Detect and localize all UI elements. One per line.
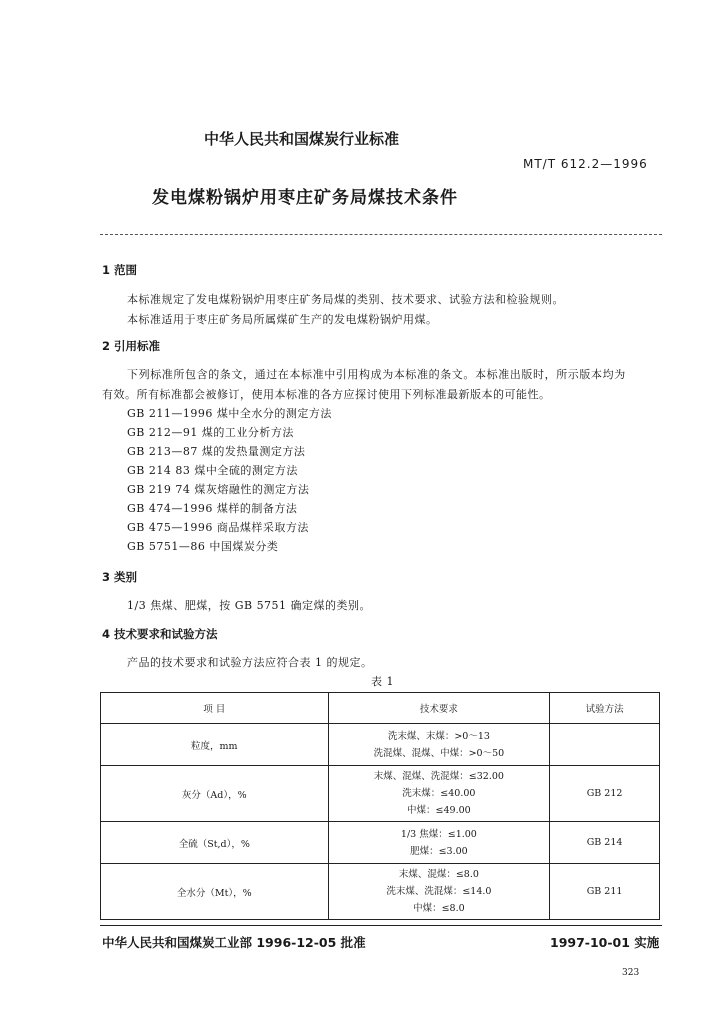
row-item: 粒度，mm — [101, 724, 329, 766]
reference-item: GB 212—91 煤的工业分析方法 — [127, 426, 294, 439]
section-2-heading: 2 引用标准 — [102, 339, 161, 353]
reference-item: GB 214 83 煤中全硫的测定方法 — [127, 464, 298, 477]
requirement-line: 末煤、混煤、洗混煤：≤32.00 — [373, 771, 504, 782]
table-header-row — [101, 693, 660, 724]
reference-item: GB 475—1996 商品煤样采取方法 — [127, 521, 309, 534]
row-requirements — [328, 766, 550, 822]
requirement-line: 洗末煤、洗混煤：≤14.0 — [386, 886, 492, 897]
industry-standard-label: 中华人民共和国煤炭行业标准 — [204, 130, 400, 148]
column-header-item: 项 目 — [101, 693, 329, 724]
column-header-method: 试验方法 — [550, 693, 660, 724]
table-row — [101, 864, 660, 920]
row-item: 灰分（Ad），% — [101, 766, 329, 822]
row-item: 全水分（Mt），% — [101, 864, 329, 920]
table-row — [101, 822, 660, 864]
row-method — [550, 724, 660, 766]
reference-item: GB 213—87 煤的发热量测定方法 — [127, 445, 306, 458]
row-requirements — [328, 724, 550, 766]
requirement-line: 末煤、混煤：≤8.0 — [398, 869, 479, 880]
reference-item: GB 219 74 煤灰熔融性的测定方法 — [127, 483, 310, 496]
row-method: GB 214 — [550, 822, 660, 864]
approval-line: 中华人民共和国煤炭工业部 1996-12-05 批准 — [102, 935, 366, 950]
requirement-line: 中煤：≤8.0 — [413, 903, 465, 914]
reference-item: GB 474—1996 煤样的制备方法 — [127, 502, 298, 515]
section-2-paragraph-line-2: 有效。所有标准都会被修订，使用本标准的各方应探讨使用下列标准最新版本的可能性。 — [102, 388, 551, 401]
implementation-date: 1997-10-01 实施 — [550, 935, 660, 950]
row-requirements — [328, 864, 550, 920]
section-2-paragraph-line-1: 下列标准所包含的条文，通过在本标准中引用构成为本标准的条文。本标准出版时，所示版本均为 — [127, 368, 626, 381]
standard-code: MT/T 612.2—1996 — [523, 157, 648, 171]
section-3-paragraph: 1/3 焦煤、肥煤，按 GB 5751 确定煤的类别。 — [127, 599, 372, 612]
row-method: GB 211 — [550, 864, 660, 920]
row-method: GB 212 — [550, 766, 660, 822]
section-4-paragraph: 产品的技术要求和试验方法应符合表 1 的规定。 — [127, 656, 373, 669]
specification-table — [100, 692, 660, 920]
document-title: 发电煤粉锅炉用枣庄矿务局煤技术条件 — [152, 188, 458, 208]
requirement-line: 洗末煤、末煤：>0～13 — [387, 730, 490, 742]
footer-divider — [100, 925, 662, 926]
requirement-line: 洗末煤：≤40.00 — [402, 788, 476, 799]
requirement-line: 洗混煤、混煤、中煤：>0～50 — [373, 747, 505, 759]
table-caption: 表 1 — [371, 675, 394, 688]
requirement-line: 中煤：≤49.00 — [407, 805, 471, 816]
section-3-heading: 3 类别 — [102, 570, 138, 584]
table-row — [101, 724, 660, 766]
section-1-paragraph-1: 本标准规定了发电煤粉锅炉用枣庄矿务局煤的类别、技术要求、试验方法和检验规则。 — [127, 293, 564, 306]
requirement-line: 1/3 焦煤：≤1.00 — [400, 828, 477, 840]
section-1-heading: 1 范围 — [102, 263, 138, 277]
table-row — [101, 766, 660, 822]
column-header-requirements: 技术要求 — [328, 693, 550, 724]
requirement-line: 肥煤：≤3.00 — [410, 845, 468, 857]
row-requirements — [328, 822, 550, 864]
row-item: 全硫（St,d），% — [101, 822, 329, 864]
section-1-paragraph-2: 本标准适用于枣庄矿务局所属煤矿生产的发电煤粉锅炉用煤。 — [127, 313, 438, 326]
reference-item: GB 211—1996 煤中全水分的测定方法 — [127, 407, 332, 420]
header-divider — [100, 234, 662, 235]
page-number: 323 — [622, 968, 640, 978]
reference-item: GB 5751—86 中国煤炭分类 — [127, 540, 279, 553]
section-4-heading: 4 技术要求和试验方法 — [102, 627, 218, 641]
